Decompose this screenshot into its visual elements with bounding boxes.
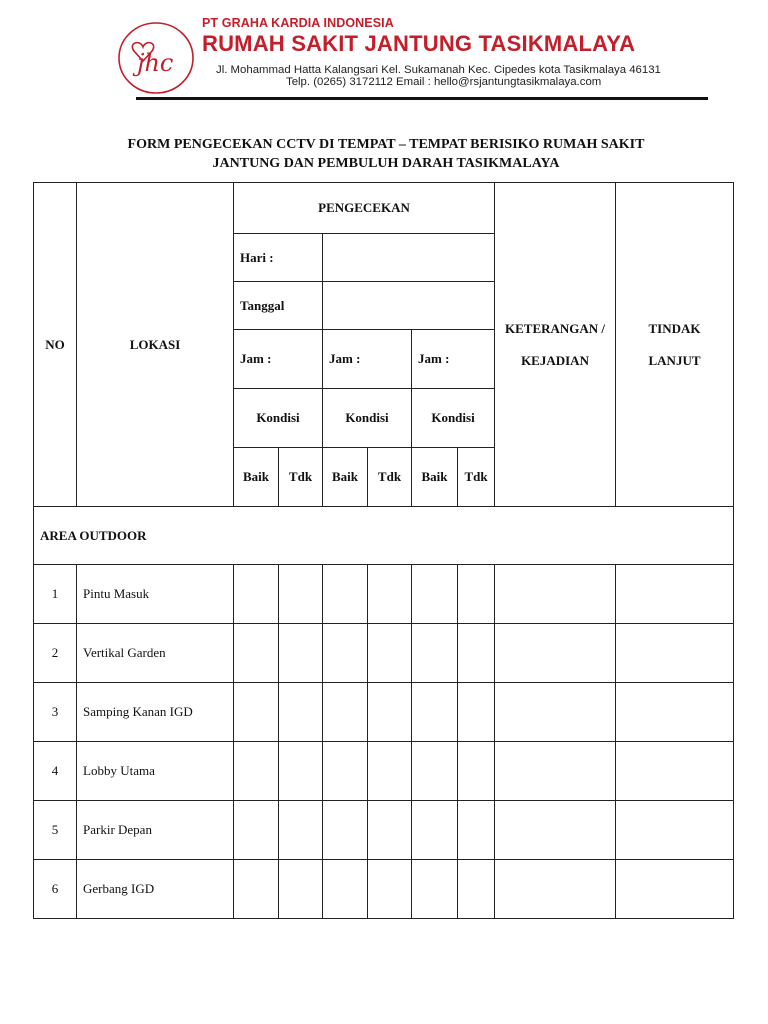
row-lokasi: Parkir Depan (77, 801, 234, 860)
cell-keterangan[interactable] (495, 565, 616, 624)
row-no: 2 (34, 624, 77, 683)
form-title-line1: FORM PENGECEKAN CCTV DI TEMPAT – TEMPAT BERISIKO RUMAH SAKIT (127, 137, 645, 152)
table-row (34, 801, 734, 860)
cell-baik-1[interactable] (234, 565, 279, 624)
header-keterangan-line2: KEJADIAN (521, 352, 589, 368)
table-row (34, 683, 734, 742)
cell-tdk-2[interactable] (368, 742, 412, 801)
cell-baik-3[interactable] (412, 565, 458, 624)
row-lokasi: Lobby Utama (77, 742, 234, 801)
label-tdk-2: Tdk (368, 448, 412, 507)
cell-baik-2[interactable] (323, 860, 368, 919)
hospital-contact: Telp. (0265) 3172112 Email : hello@rsjantungtasikmalaya.com (286, 76, 602, 88)
cell-tindak-lanjut[interactable] (616, 565, 734, 624)
cell-tdk-3[interactable] (458, 801, 495, 860)
label-kondisi-3: Kondisi (412, 389, 495, 448)
cell-keterangan[interactable] (495, 624, 616, 683)
label-jam-2[interactable]: Jam : (323, 330, 412, 389)
cell-keterangan[interactable] (495, 683, 616, 742)
cell-baik-2[interactable] (323, 624, 368, 683)
cell-baik-3[interactable] (412, 801, 458, 860)
header-keterangan-line1: KETERANGAN / (504, 320, 606, 336)
label-jam-3[interactable]: Jam : (412, 330, 495, 389)
cell-tdk-2[interactable] (368, 860, 412, 919)
cell-tdk-2[interactable] (368, 565, 412, 624)
label-tdk-3: Tdk (458, 448, 495, 507)
table-row (34, 565, 734, 624)
label-kondisi-2: Kondisi (323, 389, 412, 448)
cell-baik-2[interactable] (323, 565, 368, 624)
cell-baik-1[interactable] (234, 860, 279, 919)
row-no: 4 (34, 742, 77, 801)
cell-tdk-3[interactable] (458, 860, 495, 919)
label-baik-1: Baik (234, 448, 279, 507)
logo-text: jhc (137, 49, 174, 77)
form-title-line2: JANTUNG DAN PEMBULUH DARAH TASIKMALAYA (212, 156, 560, 171)
cell-tindak-lanjut[interactable] (616, 742, 734, 801)
cell-keterangan[interactable] (495, 860, 616, 919)
cell-baik-1[interactable] (234, 624, 279, 683)
header-pengecekan: PENGECEKAN (234, 183, 495, 234)
cell-baik-2[interactable] (323, 683, 368, 742)
cctv-check-table (33, 182, 734, 919)
hospital-address: Jl. Mohammad Hatta Kalangsari Kel. Sukamanah Kec. Cipedes kota Tasikmalaya 46131 (216, 64, 661, 76)
header-tindak-line1: TINDAK (648, 320, 701, 336)
cell-tdk-1[interactable] (279, 683, 323, 742)
cell-tindak-lanjut[interactable] (616, 801, 734, 860)
label-hari: Hari : (234, 234, 323, 282)
section-area-outdoor: AREA OUTDOOR (34, 507, 734, 565)
field-hari[interactable] (323, 234, 495, 282)
letterhead-divider (136, 97, 708, 100)
cell-baik-2[interactable] (323, 742, 368, 801)
label-kondisi-1: Kondisi (234, 389, 323, 448)
cell-tindak-lanjut[interactable] (616, 860, 734, 919)
cell-keterangan[interactable] (495, 801, 616, 860)
cell-tdk-2[interactable] (368, 624, 412, 683)
cell-baik-3[interactable] (412, 860, 458, 919)
field-tanggal[interactable] (323, 282, 495, 330)
cell-baik-1[interactable] (234, 683, 279, 742)
table-row (34, 860, 734, 919)
cell-keterangan[interactable] (495, 742, 616, 801)
header-no: NO (34, 183, 77, 507)
cell-baik-3[interactable] (412, 624, 458, 683)
row-lokasi: Gerbang IGD (77, 860, 234, 919)
cell-tdk-3[interactable] (458, 742, 495, 801)
cell-tindak-lanjut[interactable] (616, 624, 734, 683)
table-row (34, 624, 734, 683)
cell-tdk-2[interactable] (368, 801, 412, 860)
cell-baik-3[interactable] (412, 742, 458, 801)
header-tindak-lanjut (616, 183, 734, 507)
cell-tdk-1[interactable] (279, 624, 323, 683)
cell-baik-3[interactable] (412, 683, 458, 742)
row-no: 3 (34, 683, 77, 742)
company-name: PT GRAHA KARDIA INDONESIA (202, 16, 394, 30)
cell-tdk-3[interactable] (458, 565, 495, 624)
cell-tdk-1[interactable] (279, 860, 323, 919)
table-row (34, 742, 734, 801)
cell-tdk-1[interactable] (279, 801, 323, 860)
row-no: 6 (34, 860, 77, 919)
label-baik-3: Baik (412, 448, 458, 507)
cell-baik-1[interactable] (234, 801, 279, 860)
cell-baik-1[interactable] (234, 742, 279, 801)
label-jam-1[interactable]: Jam : (234, 330, 323, 389)
label-tanggal: Tanggal (234, 282, 323, 330)
label-baik-2: Baik (323, 448, 368, 507)
header-lokasi: LOKASI (77, 183, 234, 507)
cell-tdk-2[interactable] (368, 683, 412, 742)
row-no: 5 (34, 801, 77, 860)
cell-tindak-lanjut[interactable] (616, 683, 734, 742)
hospital-name: RUMAH SAKIT JANTUNG TASIKMALAYA (202, 31, 636, 56)
label-tdk-1: Tdk (279, 448, 323, 507)
cell-tdk-1[interactable] (279, 742, 323, 801)
cell-tdk-3[interactable] (458, 683, 495, 742)
row-lokasi: Pintu Masuk (77, 565, 234, 624)
hospital-logo (117, 21, 195, 95)
header-tindak-line2: LANJUT (648, 352, 701, 368)
cell-tdk-1[interactable] (279, 565, 323, 624)
row-lokasi: Samping Kanan IGD (77, 683, 234, 742)
cell-tdk-3[interactable] (458, 624, 495, 683)
cell-baik-2[interactable] (323, 801, 368, 860)
header-keterangan (495, 183, 616, 507)
row-lokasi: Vertikal Garden (77, 624, 234, 683)
row-no: 1 (34, 565, 77, 624)
